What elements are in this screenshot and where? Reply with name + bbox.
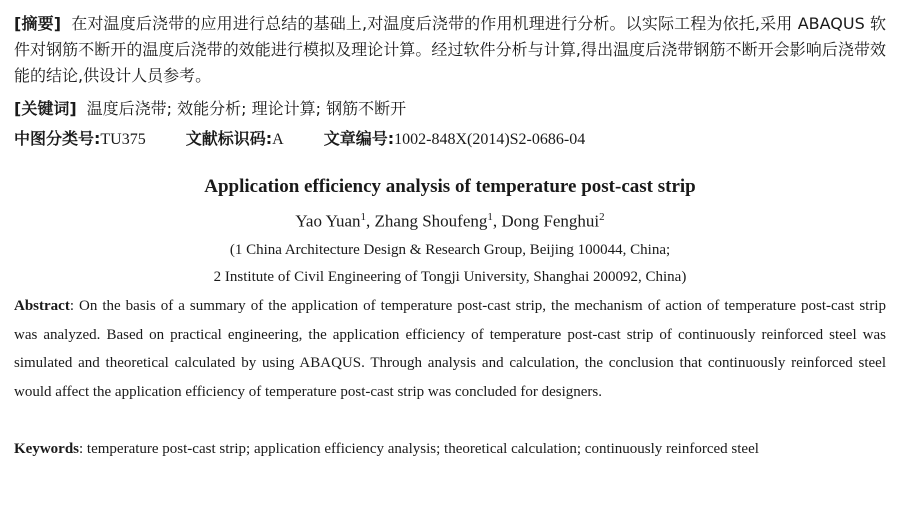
doc-code-label: 文献标识码: xyxy=(185,129,273,148)
author-affiliation-mark: 2 xyxy=(599,211,605,223)
chinese-keywords-text: 温度后浇带; 效能分析; 理论计算; 钢筋不断开 xyxy=(86,99,407,118)
english-keywords-text: temperature post-cast strip; application efficiency analysis; theoretical calculation; continuously reinforced steel xyxy=(86,441,759,457)
article-no-value: 1002-848X(2014)S2-0686-04 xyxy=(394,131,586,148)
author-name: Dong Fenghui xyxy=(501,211,600,231)
chinese-keywords xyxy=(14,96,886,122)
english-abstract-label: Abstract xyxy=(14,298,70,314)
author-list: Yao Yuan$^1$, Zhang Shoufeng$^1$, Dong Fenghui$^2$ xyxy=(295,211,605,231)
author-affiliation-mark: 1 xyxy=(487,211,493,223)
author-name: Yao Yuan xyxy=(295,211,361,231)
author-name: Zhang Shoufeng xyxy=(374,211,488,231)
clc-label: 中图分类号: xyxy=(14,129,101,148)
author-affiliation-mark: 1 xyxy=(360,211,367,223)
affiliation-2: 2 Institute of Civil Engineering of Tongji University, Shanghai 200092, China) xyxy=(213,269,687,285)
chinese-abstract-text: 在对温度后浇带的应用进行总结的基础上,对温度后浇带的作用机理进行分析。以实际工程为依托,采用 ABAQUS 软件对钢筋不断开的温度后浇带的效能进行模拟及理论计算。经过软件分析与计算,得出温度后浇带钢筋不断开会影响后浇带效能的结论,供设计人员参考。 xyxy=(14,14,886,85)
english-abstract: Abstract: On the basis of a summary of the application of temperature post-cast strip, the mechanism of action of temperature post-cast strip was analyzed. Based on practical engineering, the application efficiency of temperature post-cast strip of continuously reinforced steel was simulated and theoretical calculated by using ABAQUS. Through analysis and calculation, the conclusion that continuously reinforced steel would affect the application efficiency of temperature post-cast strip was concluded for designers. xyxy=(14,298,886,400)
english-abstract-text: On the basis of a summary of the application of temperature post-cast strip, the mechanism of action of temperature post-cast strip was analyzed. Based on practical engineering, the application efficiency of temperature post-cast strip of continuously reinforced steel was simulated and theoretical calculated by using ABAQUS. Through analysis and calculation, the conclusion that continuously reinforced steel would affect the application efficiency of temperature post-cast strip was concluded for designers. xyxy=(14,298,886,400)
chinese-abstract-label: [摘要] xyxy=(14,14,62,33)
english-keywords: Keywords: temperature post-cast strip; application efficiency analysis; theoretical calculation; continuously reinforced steel xyxy=(14,441,759,457)
chinese-keywords-label: [关键词] xyxy=(14,99,77,118)
affiliation-1: (1 China Architecture Design & Research Group, Beijing 100044, China; xyxy=(229,242,671,258)
article-no-label: 文章编号: xyxy=(323,129,395,148)
chinese-abstract xyxy=(14,11,886,89)
doc-code-value: A xyxy=(272,131,284,148)
classification-line xyxy=(14,126,886,153)
english-title: Application efficiency analysis of temperature post-cast strip xyxy=(204,176,696,197)
english-keywords-label: Keywords xyxy=(14,441,79,457)
clc-value: TU375 xyxy=(100,131,146,148)
